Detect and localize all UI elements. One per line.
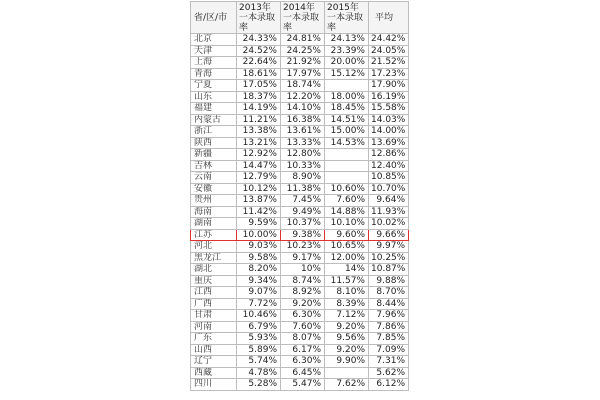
cell-average: 8.44% bbox=[369, 298, 409, 310]
cell-2013: 5.28% bbox=[237, 379, 281, 391]
table-body bbox=[191, 34, 409, 391]
table-row bbox=[191, 310, 409, 322]
cell-2013: 9.34% bbox=[237, 275, 281, 287]
cell-2015 bbox=[325, 80, 369, 92]
cell-average: 21.52% bbox=[369, 57, 409, 69]
cell-2015: 9.60% bbox=[325, 229, 369, 241]
cell-2013: 14.19% bbox=[237, 103, 281, 115]
cell-2015 bbox=[325, 172, 369, 184]
cell-2013: 8.20% bbox=[237, 264, 281, 276]
cell-2015: 7.60% bbox=[325, 195, 369, 207]
cell-2014: 8.92% bbox=[281, 287, 325, 299]
cell-province: 西藏 bbox=[191, 367, 237, 379]
cell-average: 5.62% bbox=[369, 367, 409, 379]
cell-2014: 7.45% bbox=[281, 195, 325, 207]
cell-province: 广西 bbox=[191, 298, 237, 310]
cell-average: 16.19% bbox=[369, 91, 409, 103]
cell-2013: 18.37% bbox=[237, 91, 281, 103]
cell-province: 吉林 bbox=[191, 160, 237, 172]
table-row bbox=[191, 57, 409, 69]
cell-2013: 11.21% bbox=[237, 114, 281, 126]
cell-2013: 10.12% bbox=[237, 183, 281, 195]
table-row bbox=[191, 275, 409, 287]
cell-2013: 24.33% bbox=[237, 34, 281, 46]
cell-2015: 20.00% bbox=[325, 57, 369, 69]
cell-average: 24.05% bbox=[369, 45, 409, 57]
cell-average: 7.31% bbox=[369, 356, 409, 368]
cell-province: 山西 bbox=[191, 344, 237, 356]
cell-2015: 12.00% bbox=[325, 252, 369, 264]
table-row bbox=[191, 321, 409, 333]
cell-average: 9.88% bbox=[369, 275, 409, 287]
table-row bbox=[191, 45, 409, 57]
cell-province: 新疆 bbox=[191, 149, 237, 161]
table-row bbox=[191, 68, 409, 80]
cell-2014: 7.60% bbox=[281, 321, 325, 333]
table-row bbox=[191, 298, 409, 310]
header-province: 省/区/市 bbox=[191, 2, 237, 34]
cell-2014: 6.30% bbox=[281, 356, 325, 368]
cell-2015 bbox=[325, 149, 369, 161]
cell-province: 黑龙江 bbox=[191, 252, 237, 264]
admission-rate-table bbox=[190, 1, 409, 391]
cell-2013: 14.47% bbox=[237, 160, 281, 172]
cell-2015: 18.00% bbox=[325, 91, 369, 103]
table-row bbox=[191, 80, 409, 92]
table-row bbox=[191, 367, 409, 379]
cell-2014: 6.45% bbox=[281, 367, 325, 379]
cell-2014: 8.07% bbox=[281, 333, 325, 345]
cell-2015 bbox=[325, 160, 369, 172]
table-row bbox=[191, 344, 409, 356]
table-row bbox=[191, 206, 409, 218]
cell-province: 青海 bbox=[191, 68, 237, 80]
cell-average: 10.85% bbox=[369, 172, 409, 184]
cell-2013: 5.74% bbox=[237, 356, 281, 368]
cell-2014: 6.17% bbox=[281, 344, 325, 356]
cell-2015: 10.65% bbox=[325, 241, 369, 253]
cell-province: 江苏 bbox=[191, 229, 237, 241]
cell-2015: 15.12% bbox=[325, 68, 369, 80]
cell-2015: 7.12% bbox=[325, 310, 369, 322]
cell-province: 湖南 bbox=[191, 218, 237, 230]
cell-average: 24.42% bbox=[369, 34, 409, 46]
cell-average: 17.90% bbox=[369, 80, 409, 92]
table-row bbox=[191, 137, 409, 149]
cell-2014: 24.25% bbox=[281, 45, 325, 57]
cell-average: 9.66% bbox=[369, 229, 409, 241]
cell-2014: 13.61% bbox=[281, 126, 325, 138]
cell-average: 15.58% bbox=[369, 103, 409, 115]
cell-province: 江西 bbox=[191, 287, 237, 299]
cell-2013: 7.72% bbox=[237, 298, 281, 310]
cell-2014: 9.17% bbox=[281, 252, 325, 264]
cell-average: 17.23% bbox=[369, 68, 409, 80]
cell-2015: 24.13% bbox=[325, 34, 369, 46]
cell-2014: 24.81% bbox=[281, 34, 325, 46]
header-average: 平均 bbox=[369, 2, 409, 34]
table-row bbox=[191, 356, 409, 368]
cell-province: 河北 bbox=[191, 241, 237, 253]
cell-average: 10.02% bbox=[369, 218, 409, 230]
cell-province: 贵州 bbox=[191, 195, 237, 207]
cell-province: 广东 bbox=[191, 333, 237, 345]
cell-2013: 5.93% bbox=[237, 333, 281, 345]
cell-2015: 14.88% bbox=[325, 206, 369, 218]
table-row bbox=[191, 379, 409, 391]
table-row bbox=[191, 114, 409, 126]
cell-province: 湖北 bbox=[191, 264, 237, 276]
cell-2014: 14.10% bbox=[281, 103, 325, 115]
cell-2014: 13.33% bbox=[281, 137, 325, 149]
table-row bbox=[191, 195, 409, 207]
cell-2013: 18.61% bbox=[237, 68, 281, 80]
cell-2015: 18.45% bbox=[325, 103, 369, 115]
cell-2014: 9.38% bbox=[281, 229, 325, 241]
cell-2013: 9.03% bbox=[237, 241, 281, 253]
cell-average: 14.03% bbox=[369, 114, 409, 126]
table-row bbox=[191, 149, 409, 161]
cell-average: 9.64% bbox=[369, 195, 409, 207]
cell-2015: 14.53% bbox=[325, 137, 369, 149]
cell-2013: 9.59% bbox=[237, 218, 281, 230]
cell-average: 10.87% bbox=[369, 264, 409, 276]
cell-average: 9.97% bbox=[369, 241, 409, 253]
cell-2013: 12.79% bbox=[237, 172, 281, 184]
cell-average: 11.93% bbox=[369, 206, 409, 218]
cell-average: 8.70% bbox=[369, 287, 409, 299]
cell-province: 云南 bbox=[191, 172, 237, 184]
table-row bbox=[191, 34, 409, 46]
table-header-row bbox=[191, 2, 409, 34]
cell-2013: 12.92% bbox=[237, 149, 281, 161]
cell-average: 13.69% bbox=[369, 137, 409, 149]
cell-province: 四川 bbox=[191, 379, 237, 391]
cell-2014: 12.20% bbox=[281, 91, 325, 103]
cell-2013: 24.52% bbox=[237, 45, 281, 57]
cell-2015: 10.60% bbox=[325, 183, 369, 195]
cell-2013: 17.05% bbox=[237, 80, 281, 92]
cell-2014: 21.92% bbox=[281, 57, 325, 69]
cell-province: 天津 bbox=[191, 45, 237, 57]
cell-2015: 14.51% bbox=[325, 114, 369, 126]
cell-2013: 13.87% bbox=[237, 195, 281, 207]
cell-2013: 22.64% bbox=[237, 57, 281, 69]
cell-province: 甘肃 bbox=[191, 310, 237, 322]
cell-2014: 10.23% bbox=[281, 241, 325, 253]
cell-province: 北京 bbox=[191, 34, 237, 46]
cell-2015: 9.56% bbox=[325, 333, 369, 345]
cell-province: 河南 bbox=[191, 321, 237, 333]
cell-province: 宁夏 bbox=[191, 80, 237, 92]
cell-2013: 11.42% bbox=[237, 206, 281, 218]
cell-2014: 9.49% bbox=[281, 206, 325, 218]
cell-province: 陕西 bbox=[191, 137, 237, 149]
cell-province: 浙江 bbox=[191, 126, 237, 138]
cell-2015: 8.10% bbox=[325, 287, 369, 299]
cell-2015 bbox=[325, 367, 369, 379]
cell-2014: 18.74% bbox=[281, 80, 325, 92]
cell-province: 辽宁 bbox=[191, 356, 237, 368]
table-row-highlighted bbox=[191, 229, 409, 241]
cell-2013: 6.79% bbox=[237, 321, 281, 333]
cell-2015: 14% bbox=[325, 264, 369, 276]
cell-2014: 6.30% bbox=[281, 310, 325, 322]
table-row bbox=[191, 241, 409, 253]
cell-average: 12.86% bbox=[369, 149, 409, 161]
cell-province: 内蒙古 bbox=[191, 114, 237, 126]
cell-average: 10.70% bbox=[369, 183, 409, 195]
cell-province: 安徽 bbox=[191, 183, 237, 195]
table-row bbox=[191, 91, 409, 103]
cell-2014: 5.47% bbox=[281, 379, 325, 391]
cell-average: 7.09% bbox=[369, 344, 409, 356]
cell-province: 福建 bbox=[191, 103, 237, 115]
table-row bbox=[191, 333, 409, 345]
table-row bbox=[191, 287, 409, 299]
table-row bbox=[191, 126, 409, 138]
cell-2015: 9.20% bbox=[325, 321, 369, 333]
cell-2014: 9.20% bbox=[281, 298, 325, 310]
cell-2014: 10.37% bbox=[281, 218, 325, 230]
table-row bbox=[191, 218, 409, 230]
cell-2013: 9.07% bbox=[237, 287, 281, 299]
cell-2013: 5.89% bbox=[237, 344, 281, 356]
cell-2015: 10.10% bbox=[325, 218, 369, 230]
cell-2013: 10.00% bbox=[237, 229, 281, 241]
header-2013: 2013年一本录取率 bbox=[237, 2, 281, 34]
cell-province: 重庆 bbox=[191, 275, 237, 287]
header-2014: 2014年一本录取率 bbox=[281, 2, 325, 34]
cell-province: 上海 bbox=[191, 57, 237, 69]
cell-province: 海南 bbox=[191, 206, 237, 218]
cell-2015: 23.39% bbox=[325, 45, 369, 57]
table-row bbox=[191, 183, 409, 195]
table-row bbox=[191, 252, 409, 264]
cell-2014: 10.33% bbox=[281, 160, 325, 172]
cell-average: 10.25% bbox=[369, 252, 409, 264]
cell-2013: 13.21% bbox=[237, 137, 281, 149]
cell-2015: 15.00% bbox=[325, 126, 369, 138]
cell-average: 7.85% bbox=[369, 333, 409, 345]
cell-average: 7.96% bbox=[369, 310, 409, 322]
cell-2014: 8.90% bbox=[281, 172, 325, 184]
cell-average: 7.86% bbox=[369, 321, 409, 333]
table-row bbox=[191, 103, 409, 115]
cell-2015: 9.20% bbox=[325, 344, 369, 356]
header-2015: 2015年一本录取率 bbox=[325, 2, 369, 34]
cell-2013: 4.78% bbox=[237, 367, 281, 379]
cell-2014: 10% bbox=[281, 264, 325, 276]
cell-average: 14.00% bbox=[369, 126, 409, 138]
cell-2014: 11.38% bbox=[281, 183, 325, 195]
table-row bbox=[191, 172, 409, 184]
cell-2014: 17.97% bbox=[281, 68, 325, 80]
admission-rate-table-sheet bbox=[190, 1, 408, 391]
cell-2015: 11.57% bbox=[325, 275, 369, 287]
cell-average: 6.12% bbox=[369, 379, 409, 391]
cell-2014: 8.74% bbox=[281, 275, 325, 287]
table-row bbox=[191, 160, 409, 172]
cell-2013: 9.58% bbox=[237, 252, 281, 264]
cell-2014: 16.38% bbox=[281, 114, 325, 126]
cell-2013: 13.38% bbox=[237, 126, 281, 138]
cell-2013: 10.46% bbox=[237, 310, 281, 322]
cell-2014: 12.80% bbox=[281, 149, 325, 161]
cell-2015: 9.90% bbox=[325, 356, 369, 368]
cell-2015: 8.39% bbox=[325, 298, 369, 310]
cell-average: 12.40% bbox=[369, 160, 409, 172]
cell-2015: 7.62% bbox=[325, 379, 369, 391]
table-row bbox=[191, 264, 409, 276]
cell-province: 山东 bbox=[191, 91, 237, 103]
